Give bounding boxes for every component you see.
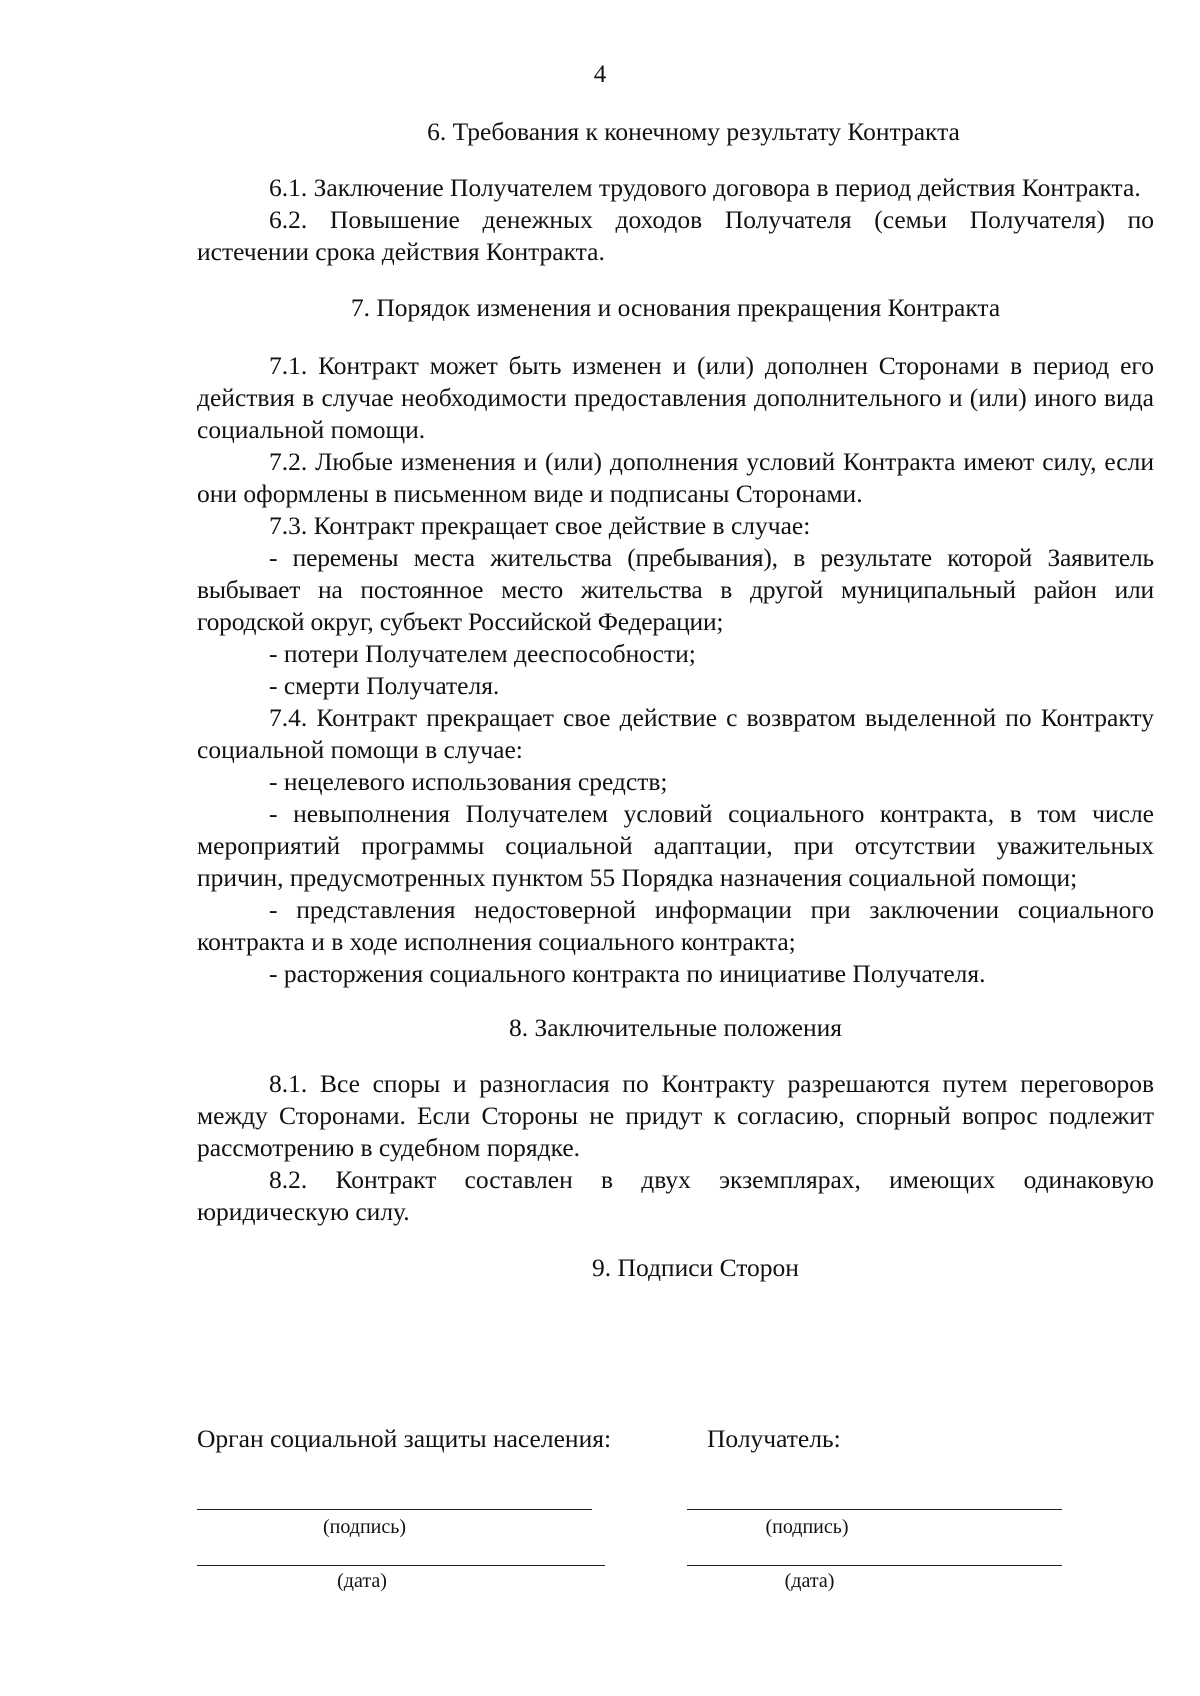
recipient-date-line	[687, 1565, 1062, 1566]
authority-signature-line	[197, 1509, 592, 1510]
recipient-date-caption: (дата)	[784, 1570, 835, 1592]
paragraph-7-2: 7.2. Любые изменения и (или) дополнения условий Контракта имеют силу, если они оформлены в письменном виде и подписаны Сторонами.	[197, 447, 1154, 508]
list-item-7-4-3: - представления недостоверной информации при заключении социального контракта и в ходе исполнения социального контракта;	[197, 895, 1154, 956]
section-9-title: 9. Подписи Сторон	[592, 1253, 799, 1282]
paragraph-7-3: 7.3. Контракт прекращает свое действие в случае:	[269, 511, 811, 540]
paragraph-6-2: 6.2. Повышение денежных доходов Получателя (семьи Получателя) по истечении срока действия Контракта.	[197, 205, 1154, 266]
authority-signature-caption: (подпись)	[322, 1516, 407, 1538]
list-item-7-3-3: - смерти Получателя.	[269, 671, 500, 700]
section-7-title: 7. Порядок изменения и основания прекращения Контракта	[350, 293, 1001, 322]
signature-block	[197, 1423, 1097, 1593]
paragraph-8-1: 8.1. Все споры и разногласия по Контракту разрешаются путем переговоров между Сторонами. Если Стороны не придут к согласию, спорный вопрос подлежит рассмотрению в судебном порядке.	[197, 1069, 1154, 1162]
paragraph-8-2: 8.2. Контракт составлен в двух экземплярах, имеющих одинаковую юридическую силу.	[197, 1165, 1154, 1226]
recipient-signature-caption: (подпись)	[765, 1516, 849, 1538]
recipient-label: Получатель:	[707, 1424, 841, 1453]
list-item-7-3-1: - перемены места жительства (пребывания), в результате которой Заявитель выбывает на постоянное место жительства в другой муниципальный район или городской округ, субъект Российской Федерации;	[197, 543, 1154, 636]
signature-column-authority	[197, 1423, 647, 1455]
list-item-7-4-1: - нецелевого использования средств;	[269, 767, 668, 796]
signature-column-recipient	[707, 1423, 1107, 1455]
authority-label: Орган социальной защиты населения:	[197, 1424, 612, 1453]
document-body	[197, 116, 1154, 1308]
authority-date-line	[197, 1565, 605, 1566]
section-8-title: 8. Заключительные положения	[508, 1013, 843, 1042]
page-number: 4	[593, 61, 607, 88]
list-item-7-4-4: - расторжения социального контракта по инициативе Получателя.	[269, 959, 986, 988]
section-6-title: 6. Требования к конечному результату Контракта	[427, 117, 960, 146]
recipient-signature-line	[687, 1509, 1062, 1510]
paragraph-7-4: 7.4. Контракт прекращает свое действие с возвратом выделенной по Контракту социальной помощи в случае:	[197, 703, 1154, 764]
list-item-7-4-2: - невыполнения Получателем условий социального контракта, в том числе мероприятий программы социальной адаптации, при отсутствии уважительных причин, предусмотренных пунктом 55 Порядка назначения социальной помощи;	[197, 799, 1154, 892]
paragraph-6-1: 6.1. Заключение Получателем трудового договора в период действия Контракта.	[269, 173, 1141, 202]
paragraph-7-1: 7.1. Контракт может быть изменен и (или) дополнен Сторонами в период его действия в случае необходимости предоставления дополнительного и (или) иного вида социальной помощи.	[197, 351, 1154, 444]
list-item-7-3-2: - потери Получателем дееспособности;	[269, 639, 696, 668]
authority-date-caption: (дата)	[337, 1570, 387, 1592]
